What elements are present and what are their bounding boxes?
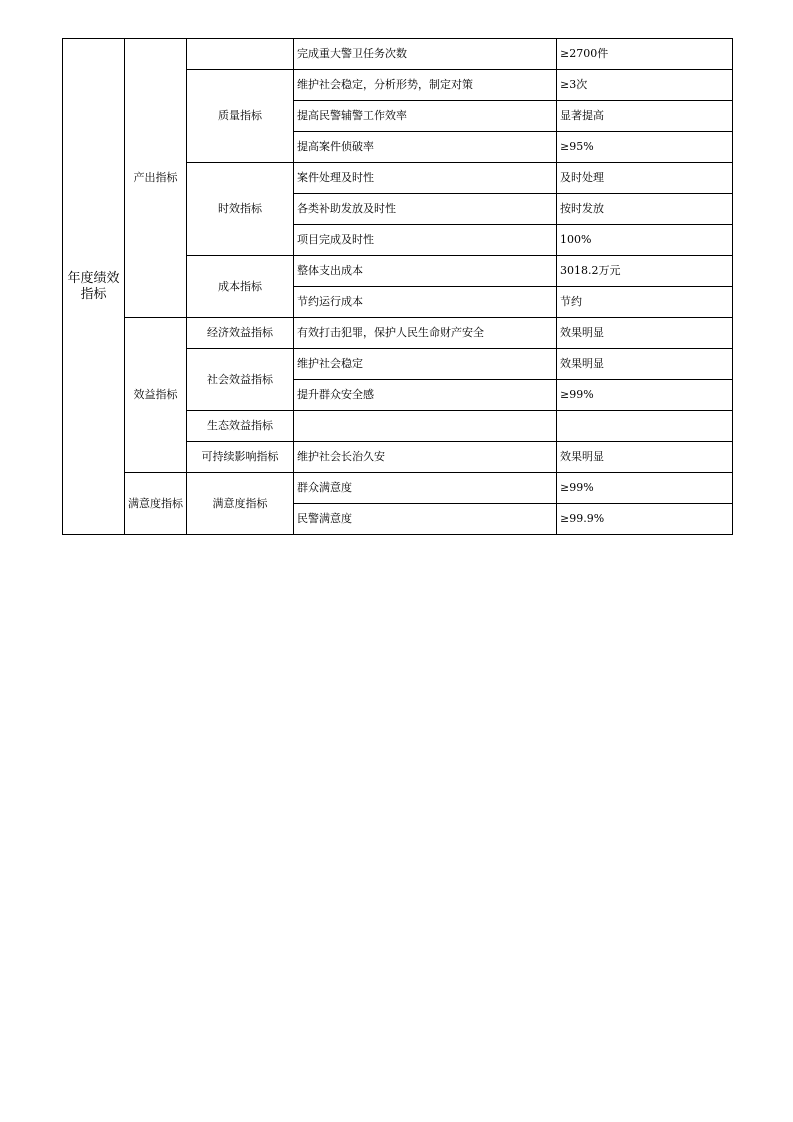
table-row: [63, 473, 733, 504]
cost-indicator-cell: 成本指标: [187, 256, 294, 318]
value-cell: ≥3次: [557, 70, 733, 101]
value-cell: 效果明显: [557, 318, 733, 349]
metric-cell: 完成重大警卫任务次数: [294, 39, 557, 70]
satisfaction-indicator-cell: 满意度指标: [125, 473, 187, 535]
table-row: [63, 39, 733, 70]
value-cell: ≥99%: [557, 473, 733, 504]
value-cell: 显著提高: [557, 101, 733, 132]
metric-cell: 各类补助发放及时性: [294, 194, 557, 225]
value-cell: ≥2700件: [557, 39, 733, 70]
metric-cell: 提高案件侦破率: [294, 132, 557, 163]
quality-indicator-cell: 质量指标: [187, 70, 294, 163]
level1-cell: [63, 39, 125, 535]
value-cell: ≥99%: [557, 380, 733, 411]
metric-cell: 案件处理及时性: [294, 163, 557, 194]
metric-cell: 提高民警辅警工作效率: [294, 101, 557, 132]
metric-cell: 维护社会稳定: [294, 349, 557, 380]
metric-cell: 有效打击犯罪，保护人民生命财产安全: [294, 318, 557, 349]
metric-cell: 维护社会长治久安: [294, 442, 557, 473]
quantity-indicator-cell: [187, 39, 294, 70]
satisfaction-sub-indicator-cell: 满意度指标: [187, 473, 294, 535]
metric-cell: 维护社会稳定，分析形势，制定对策: [294, 70, 557, 101]
metric-cell: 项目完成及时性: [294, 225, 557, 256]
metric-cell: [294, 411, 557, 442]
value-cell: 及时处理: [557, 163, 733, 194]
value-cell: 效果明显: [557, 349, 733, 380]
table-row: [63, 318, 733, 349]
level1-label: 年度绩效指标: [67, 270, 120, 302]
output-indicator-cell: 产出指标: [125, 39, 187, 318]
metric-cell: 提升群众安全感: [294, 380, 557, 411]
value-cell: [557, 411, 733, 442]
metric-cell: 整体支出成本: [294, 256, 557, 287]
value-cell: 3018.2万元: [557, 256, 733, 287]
value-cell: 按时发放: [557, 194, 733, 225]
economic-benefit-cell: 经济效益指标: [187, 318, 294, 349]
benefit-indicator-cell: 效益指标: [125, 318, 187, 473]
value-cell: 效果明显: [557, 442, 733, 473]
metric-cell: 群众满意度: [294, 473, 557, 504]
timeliness-indicator-cell: 时效指标: [187, 163, 294, 256]
performance-indicator-table-container: [62, 38, 733, 535]
value-cell: 节约: [557, 287, 733, 318]
value-cell: 100%: [557, 225, 733, 256]
performance-indicator-table: [62, 38, 733, 535]
sustainable-impact-cell: 可持续影响指标: [187, 442, 294, 473]
value-cell: ≥95%: [557, 132, 733, 163]
metric-cell: 民警满意度: [294, 504, 557, 535]
social-benefit-cell: 社会效益指标: [187, 349, 294, 411]
metric-cell: 节约运行成本: [294, 287, 557, 318]
value-cell: ≥99.9%: [557, 504, 733, 535]
ecological-benefit-cell: 生态效益指标: [187, 411, 294, 442]
